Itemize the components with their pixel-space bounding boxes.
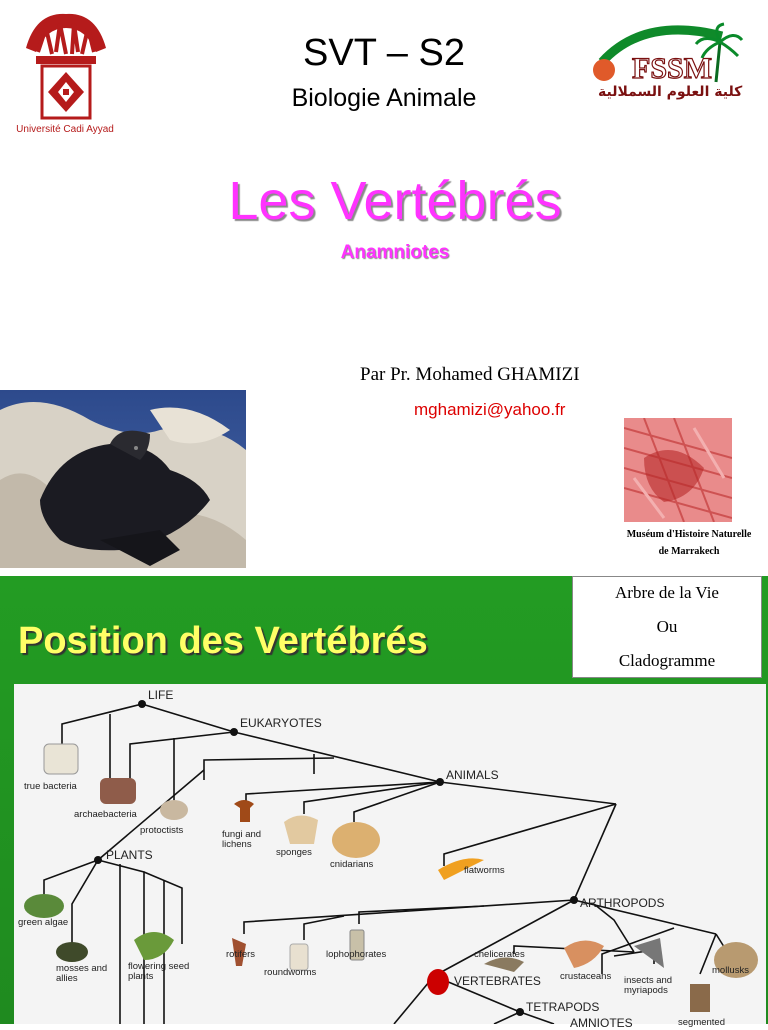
fssm-arabic-name: كلية العلوم السملالية: [598, 84, 743, 100]
main-subtitle: Anamniotes: [340, 242, 450, 263]
fssm-logo-text: FSSM: [632, 52, 713, 85]
box-line-3: Cladogramme: [618, 651, 716, 670]
course-title: SVT – S2: [303, 32, 465, 74]
museum-name-line1: Muséum d'Histoire Naturelle: [626, 529, 752, 540]
cladogram: [14, 684, 766, 1030]
museum-logo: [624, 418, 732, 522]
vertebrate-marker: [427, 969, 449, 995]
taxon-flowering-plants: flowering seed plants: [128, 961, 190, 982]
box-line-1: Arbre de la Vie: [615, 583, 719, 602]
taxon-mollusks: mollusks: [712, 965, 749, 976]
node-plants: PLANTS: [106, 848, 153, 862]
position-slide: [0, 576, 768, 1030]
museum-name-line2: de Marrakech: [658, 546, 720, 557]
taxon-sponges: sponges: [276, 847, 312, 858]
box-line-2: Ou: [656, 617, 678, 636]
bat-photo: [0, 390, 246, 568]
taxon-segmented: segmented: [678, 1017, 726, 1028]
node-tetrapods: TETRAPODS: [526, 1000, 600, 1014]
taxon-archaebacteria: archaebacteria: [74, 809, 137, 820]
taxon-protoctists: protoctists: [140, 825, 184, 836]
taxon-fungi: fungi and lichens: [222, 829, 262, 850]
slide2-title: Position des Vertébrés: [18, 620, 428, 662]
node-life: LIFE: [148, 688, 174, 702]
taxon-insects: insects and myriapods: [624, 975, 673, 996]
node-vertebrates: VERTEBRATES: [454, 974, 541, 988]
main-title: Les Vertébrés: [228, 171, 562, 231]
node-arthropods: ARTHROPODS: [580, 896, 665, 910]
taxon-mosses: mosses and allies: [56, 963, 108, 984]
taxon-rotifers: rotifers: [226, 949, 256, 960]
node-eukaryotes: EUKARYOTES: [240, 716, 322, 730]
author-name: Par Pr. Mohamed GHAMIZI: [360, 364, 580, 385]
taxon-chelicerates: chelicerates: [474, 949, 525, 960]
taxon-green-algae: green algae: [18, 917, 69, 928]
taxon-true-bacteria: true bacteria: [24, 781, 77, 792]
author-email[interactable]: mghamizi@yahoo.fr: [414, 400, 566, 419]
taxon-flatworms: flatworms: [464, 865, 505, 876]
museum-name: [614, 526, 764, 560]
taxon-cnidarians: cnidarians: [330, 859, 374, 870]
tree-of-life-box: [572, 576, 762, 678]
taxon-crustaceans: crustaceans: [560, 971, 612, 982]
node-animals: ANIMALS: [446, 768, 499, 782]
course-subtitle: Biologie Animale: [291, 84, 477, 112]
university-label: Université Cadi Ayyad: [16, 124, 114, 135]
taxon-lophophorates: lophophorates: [326, 949, 387, 960]
node-amniotes: AMNIOTES: [570, 1016, 633, 1030]
taxon-roundworms: roundworms: [264, 967, 317, 978]
